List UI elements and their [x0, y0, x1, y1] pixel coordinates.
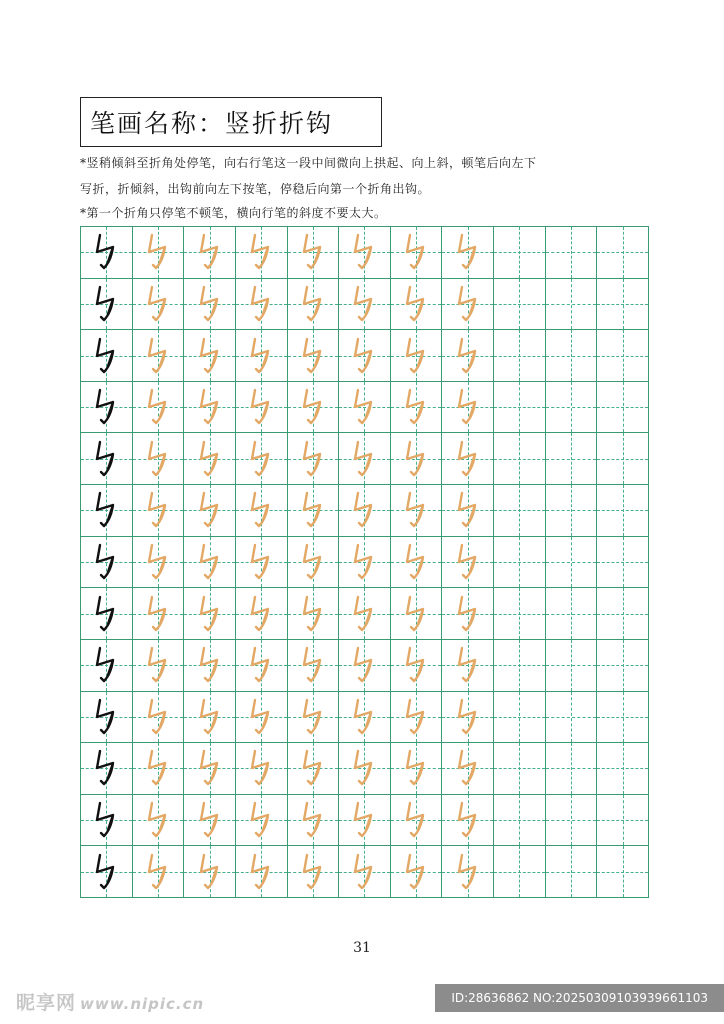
- trace-stroke-cell: [288, 433, 340, 485]
- vertical-fold-fold-hook-icon: [347, 387, 381, 427]
- blank-practice-cell: [494, 640, 546, 692]
- vertical-fold-fold-hook-icon: [296, 645, 330, 685]
- trace-stroke-cell: [391, 330, 443, 382]
- trace-stroke-cell: [442, 640, 494, 692]
- trace-stroke-cell: [236, 382, 288, 434]
- trace-stroke-cell: [339, 279, 391, 331]
- site-watermark: [16, 988, 204, 1015]
- trace-stroke-cell: [133, 279, 185, 331]
- instruction-line-2: 写折，折倾斜，出钩前向左下按笔，停稳后向第一个折角出钩。: [80, 182, 431, 196]
- trace-stroke-cell: [184, 485, 236, 537]
- vertical-fold-fold-hook-icon: [89, 800, 123, 840]
- vertical-fold-fold-hook-icon: [244, 800, 278, 840]
- trace-stroke-cell: [339, 588, 391, 640]
- trace-stroke-cell: [339, 640, 391, 692]
- trace-stroke-cell: [236, 433, 288, 485]
- trace-stroke-cell: [339, 227, 391, 279]
- vertical-fold-fold-hook-icon: [244, 645, 278, 685]
- trace-stroke-cell: [288, 588, 340, 640]
- vertical-fold-fold-hook-icon: [399, 645, 433, 685]
- vertical-fold-fold-hook-icon: [296, 387, 330, 427]
- trace-stroke-cell: [288, 640, 340, 692]
- blank-practice-cell: [597, 692, 649, 744]
- blank-practice-cell: [597, 846, 649, 898]
- vertical-fold-fold-hook-icon: [193, 645, 227, 685]
- vertical-fold-fold-hook-icon: [244, 284, 278, 324]
- vertical-fold-fold-hook-icon: [244, 852, 278, 892]
- blank-practice-cell: [597, 537, 649, 589]
- trace-stroke-cell: [391, 640, 443, 692]
- blank-practice-cell: [546, 330, 598, 382]
- vertical-fold-fold-hook-icon: [89, 594, 123, 634]
- blank-practice-cell: [546, 485, 598, 537]
- vertical-fold-fold-hook-icon: [89, 542, 123, 582]
- trace-stroke-cell: [442, 227, 494, 279]
- vertical-fold-fold-hook-icon: [244, 336, 278, 376]
- vertical-fold-fold-hook-icon: [347, 594, 381, 634]
- trace-stroke-cell: [442, 485, 494, 537]
- trace-stroke-cell: [339, 846, 391, 898]
- vertical-fold-fold-hook-icon: [141, 594, 175, 634]
- trace-stroke-cell: [442, 795, 494, 847]
- trace-stroke-cell: [288, 743, 340, 795]
- trace-stroke-cell: [288, 227, 340, 279]
- trace-stroke-cell: [391, 588, 443, 640]
- trace-stroke-cell: [288, 330, 340, 382]
- vertical-fold-fold-hook-icon: [451, 800, 485, 840]
- vertical-fold-fold-hook-icon: [347, 645, 381, 685]
- vertical-fold-fold-hook-icon: [193, 336, 227, 376]
- trace-stroke-cell: [184, 795, 236, 847]
- vertical-fold-fold-hook-icon: [347, 542, 381, 582]
- blank-practice-cell: [597, 795, 649, 847]
- trace-stroke-cell: [184, 743, 236, 795]
- vertical-fold-fold-hook-icon: [244, 232, 278, 272]
- blank-practice-cell: [546, 279, 598, 331]
- vertical-fold-fold-hook-icon: [193, 748, 227, 788]
- vertical-fold-fold-hook-icon: [141, 645, 175, 685]
- vertical-fold-fold-hook-icon: [296, 336, 330, 376]
- vertical-fold-fold-hook-icon: [296, 439, 330, 479]
- trace-stroke-cell: [442, 743, 494, 795]
- vertical-fold-fold-hook-icon: [451, 387, 485, 427]
- blank-practice-cell: [597, 382, 649, 434]
- vertical-fold-fold-hook-icon: [451, 594, 485, 634]
- trace-stroke-cell: [184, 279, 236, 331]
- trace-stroke-cell: [184, 640, 236, 692]
- trace-stroke-cell: [236, 485, 288, 537]
- blank-practice-cell: [494, 485, 546, 537]
- vertical-fold-fold-hook-icon: [244, 490, 278, 530]
- vertical-fold-fold-hook-icon: [399, 284, 433, 324]
- blank-practice-cell: [597, 743, 649, 795]
- trace-stroke-cell: [442, 537, 494, 589]
- vertical-fold-fold-hook-icon: [399, 800, 433, 840]
- trace-stroke-cell: [184, 227, 236, 279]
- trace-stroke-cell: [391, 382, 443, 434]
- trace-stroke-cell: [442, 279, 494, 331]
- practice-grid: [80, 226, 649, 898]
- vertical-fold-fold-hook-icon: [451, 232, 485, 272]
- trace-stroke-cell: [288, 279, 340, 331]
- blank-practice-cell: [546, 537, 598, 589]
- vertical-fold-fold-hook-icon: [347, 800, 381, 840]
- watermark-url: www.nipic.cn: [80, 995, 205, 1013]
- blank-practice-cell: [597, 279, 649, 331]
- vertical-fold-fold-hook-icon: [399, 697, 433, 737]
- trace-stroke-cell: [133, 537, 185, 589]
- trace-stroke-cell: [339, 743, 391, 795]
- trace-stroke-cell: [236, 692, 288, 744]
- trace-stroke-cell: [184, 330, 236, 382]
- vertical-fold-fold-hook-icon: [347, 284, 381, 324]
- vertical-fold-fold-hook-icon: [399, 490, 433, 530]
- vertical-fold-fold-hook-icon: [89, 645, 123, 685]
- vertical-fold-fold-hook-icon: [141, 336, 175, 376]
- trace-stroke-cell: [133, 795, 185, 847]
- trace-stroke-cell: [288, 382, 340, 434]
- vertical-fold-fold-hook-icon: [399, 232, 433, 272]
- vertical-fold-fold-hook-icon: [244, 542, 278, 582]
- vertical-fold-fold-hook-icon: [89, 284, 123, 324]
- trace-stroke-cell: [442, 433, 494, 485]
- vertical-fold-fold-hook-icon: [89, 387, 123, 427]
- blank-practice-cell: [546, 846, 598, 898]
- vertical-fold-fold-hook-icon: [89, 748, 123, 788]
- trace-stroke-cell: [391, 795, 443, 847]
- trace-stroke-cell: [391, 279, 443, 331]
- instruction-line-1: *竖稍倾斜至折角处停笔，向右行笔这一段中间微向上拱起、向上斜，顿笔后向左下: [80, 156, 537, 170]
- vertical-fold-fold-hook-icon: [399, 852, 433, 892]
- vertical-fold-fold-hook-icon: [296, 852, 330, 892]
- vertical-fold-fold-hook-icon: [347, 748, 381, 788]
- model-stroke-cell: [81, 433, 133, 485]
- vertical-fold-fold-hook-icon: [296, 748, 330, 788]
- vertical-fold-fold-hook-icon: [296, 542, 330, 582]
- trace-stroke-cell: [133, 433, 185, 485]
- vertical-fold-fold-hook-icon: [193, 542, 227, 582]
- trace-stroke-cell: [184, 382, 236, 434]
- vertical-fold-fold-hook-icon: [347, 490, 381, 530]
- trace-stroke-cell: [133, 692, 185, 744]
- blank-practice-cell: [494, 588, 546, 640]
- vertical-fold-fold-hook-icon: [244, 748, 278, 788]
- vertical-fold-fold-hook-icon: [451, 645, 485, 685]
- image-id-watermark: ID:28636862 NO:20250309103939661103: [435, 984, 724, 1012]
- watermark-site-name: 昵享网: [16, 992, 77, 1014]
- model-stroke-cell: [81, 588, 133, 640]
- vertical-fold-fold-hook-icon: [244, 594, 278, 634]
- trace-stroke-cell: [288, 846, 340, 898]
- model-stroke-cell: [81, 485, 133, 537]
- blank-practice-cell: [494, 382, 546, 434]
- vertical-fold-fold-hook-icon: [193, 800, 227, 840]
- vertical-fold-fold-hook-icon: [399, 439, 433, 479]
- vertical-fold-fold-hook-icon: [244, 439, 278, 479]
- trace-stroke-cell: [236, 743, 288, 795]
- trace-stroke-cell: [391, 692, 443, 744]
- vertical-fold-fold-hook-icon: [347, 336, 381, 376]
- model-stroke-cell: [81, 537, 133, 589]
- blank-practice-cell: [494, 279, 546, 331]
- trace-stroke-cell: [442, 588, 494, 640]
- trace-stroke-cell: [339, 433, 391, 485]
- vertical-fold-fold-hook-icon: [451, 852, 485, 892]
- trace-stroke-cell: [236, 588, 288, 640]
- vertical-fold-fold-hook-icon: [399, 387, 433, 427]
- vertical-fold-fold-hook-icon: [141, 800, 175, 840]
- vertical-fold-fold-hook-icon: [244, 387, 278, 427]
- vertical-fold-fold-hook-icon: [89, 490, 123, 530]
- blank-practice-cell: [546, 795, 598, 847]
- blank-practice-cell: [494, 330, 546, 382]
- trace-stroke-cell: [236, 330, 288, 382]
- trace-stroke-cell: [339, 795, 391, 847]
- trace-stroke-cell: [391, 485, 443, 537]
- title-box: [80, 97, 382, 147]
- trace-stroke-cell: [288, 485, 340, 537]
- vertical-fold-fold-hook-icon: [193, 594, 227, 634]
- trace-stroke-cell: [442, 846, 494, 898]
- vertical-fold-fold-hook-icon: [347, 852, 381, 892]
- blank-practice-cell: [597, 640, 649, 692]
- trace-stroke-cell: [236, 640, 288, 692]
- blank-practice-cell: [494, 743, 546, 795]
- blank-practice-cell: [546, 433, 598, 485]
- model-stroke-cell: [81, 640, 133, 692]
- trace-stroke-cell: [236, 795, 288, 847]
- trace-stroke-cell: [133, 743, 185, 795]
- trace-stroke-cell: [391, 743, 443, 795]
- vertical-fold-fold-hook-icon: [89, 852, 123, 892]
- vertical-fold-fold-hook-icon: [89, 232, 123, 272]
- blank-practice-cell: [546, 382, 598, 434]
- model-stroke-cell: [81, 846, 133, 898]
- vertical-fold-fold-hook-icon: [296, 490, 330, 530]
- vertical-fold-fold-hook-icon: [451, 697, 485, 737]
- trace-stroke-cell: [288, 795, 340, 847]
- vertical-fold-fold-hook-icon: [193, 284, 227, 324]
- blank-practice-cell: [546, 692, 598, 744]
- vertical-fold-fold-hook-icon: [451, 542, 485, 582]
- trace-stroke-cell: [391, 433, 443, 485]
- trace-stroke-cell: [442, 692, 494, 744]
- model-stroke-cell: [81, 227, 133, 279]
- blank-practice-cell: [597, 588, 649, 640]
- vertical-fold-fold-hook-icon: [193, 387, 227, 427]
- blank-practice-cell: [546, 640, 598, 692]
- vertical-fold-fold-hook-icon: [193, 697, 227, 737]
- trace-stroke-cell: [288, 537, 340, 589]
- model-stroke-cell: [81, 795, 133, 847]
- vertical-fold-fold-hook-icon: [399, 748, 433, 788]
- vertical-fold-fold-hook-icon: [89, 336, 123, 376]
- blank-practice-cell: [494, 846, 546, 898]
- vertical-fold-fold-hook-icon: [399, 594, 433, 634]
- vertical-fold-fold-hook-icon: [193, 852, 227, 892]
- trace-stroke-cell: [288, 692, 340, 744]
- vertical-fold-fold-hook-icon: [193, 439, 227, 479]
- vertical-fold-fold-hook-icon: [399, 336, 433, 376]
- blank-practice-cell: [597, 485, 649, 537]
- blank-practice-cell: [597, 227, 649, 279]
- trace-stroke-cell: [133, 846, 185, 898]
- model-stroke-cell: [81, 743, 133, 795]
- vertical-fold-fold-hook-icon: [451, 336, 485, 376]
- model-stroke-cell: [81, 382, 133, 434]
- model-stroke-cell: [81, 330, 133, 382]
- vertical-fold-fold-hook-icon: [89, 697, 123, 737]
- blank-practice-cell: [494, 537, 546, 589]
- vertical-fold-fold-hook-icon: [141, 852, 175, 892]
- blank-practice-cell: [494, 692, 546, 744]
- vertical-fold-fold-hook-icon: [451, 284, 485, 324]
- vertical-fold-fold-hook-icon: [141, 697, 175, 737]
- model-stroke-cell: [81, 279, 133, 331]
- blank-practice-cell: [597, 433, 649, 485]
- trace-stroke-cell: [391, 227, 443, 279]
- trace-stroke-cell: [442, 330, 494, 382]
- vertical-fold-fold-hook-icon: [451, 748, 485, 788]
- vertical-fold-fold-hook-icon: [296, 284, 330, 324]
- trace-stroke-cell: [339, 382, 391, 434]
- vertical-fold-fold-hook-icon: [296, 800, 330, 840]
- page-number: 31: [353, 940, 371, 956]
- vertical-fold-fold-hook-icon: [193, 232, 227, 272]
- vertical-fold-fold-hook-icon: [193, 490, 227, 530]
- vertical-fold-fold-hook-icon: [141, 748, 175, 788]
- trace-stroke-cell: [339, 485, 391, 537]
- trace-stroke-cell: [391, 846, 443, 898]
- blank-practice-cell: [546, 227, 598, 279]
- vertical-fold-fold-hook-icon: [141, 387, 175, 427]
- trace-stroke-cell: [236, 846, 288, 898]
- blank-practice-cell: [494, 795, 546, 847]
- trace-stroke-cell: [339, 692, 391, 744]
- vertical-fold-fold-hook-icon: [89, 439, 123, 479]
- vertical-fold-fold-hook-icon: [141, 232, 175, 272]
- blank-practice-cell: [546, 743, 598, 795]
- vertical-fold-fold-hook-icon: [244, 697, 278, 737]
- trace-stroke-cell: [184, 433, 236, 485]
- trace-stroke-cell: [133, 485, 185, 537]
- trace-stroke-cell: [133, 640, 185, 692]
- trace-stroke-cell: [236, 227, 288, 279]
- vertical-fold-fold-hook-icon: [296, 232, 330, 272]
- trace-stroke-cell: [184, 588, 236, 640]
- vertical-fold-fold-hook-icon: [399, 542, 433, 582]
- vertical-fold-fold-hook-icon: [141, 490, 175, 530]
- trace-stroke-cell: [133, 330, 185, 382]
- trace-stroke-cell: [184, 846, 236, 898]
- blank-practice-cell: [494, 227, 546, 279]
- vertical-fold-fold-hook-icon: [296, 594, 330, 634]
- vertical-fold-fold-hook-icon: [141, 284, 175, 324]
- vertical-fold-fold-hook-icon: [141, 439, 175, 479]
- vertical-fold-fold-hook-icon: [141, 542, 175, 582]
- trace-stroke-cell: [133, 382, 185, 434]
- model-stroke-cell: [81, 692, 133, 744]
- vertical-fold-fold-hook-icon: [347, 697, 381, 737]
- trace-stroke-cell: [236, 279, 288, 331]
- blank-practice-cell: [494, 433, 546, 485]
- trace-stroke-cell: [184, 537, 236, 589]
- trace-stroke-cell: [442, 382, 494, 434]
- trace-stroke-cell: [133, 588, 185, 640]
- page-title: 笔画名称：竖折折钩: [90, 109, 334, 138]
- blank-practice-cell: [597, 330, 649, 382]
- instruction-line-3: *第一个折角只停笔不顿笔，横向行笔的斜度不要太大。: [80, 206, 387, 220]
- trace-stroke-cell: [339, 330, 391, 382]
- trace-stroke-cell: [391, 537, 443, 589]
- vertical-fold-fold-hook-icon: [347, 232, 381, 272]
- vertical-fold-fold-hook-icon: [451, 439, 485, 479]
- trace-stroke-cell: [236, 537, 288, 589]
- blank-practice-cell: [546, 588, 598, 640]
- trace-stroke-cell: [339, 537, 391, 589]
- trace-stroke-cell: [184, 692, 236, 744]
- vertical-fold-fold-hook-icon: [451, 490, 485, 530]
- trace-stroke-cell: [133, 227, 185, 279]
- vertical-fold-fold-hook-icon: [296, 697, 330, 737]
- vertical-fold-fold-hook-icon: [347, 439, 381, 479]
